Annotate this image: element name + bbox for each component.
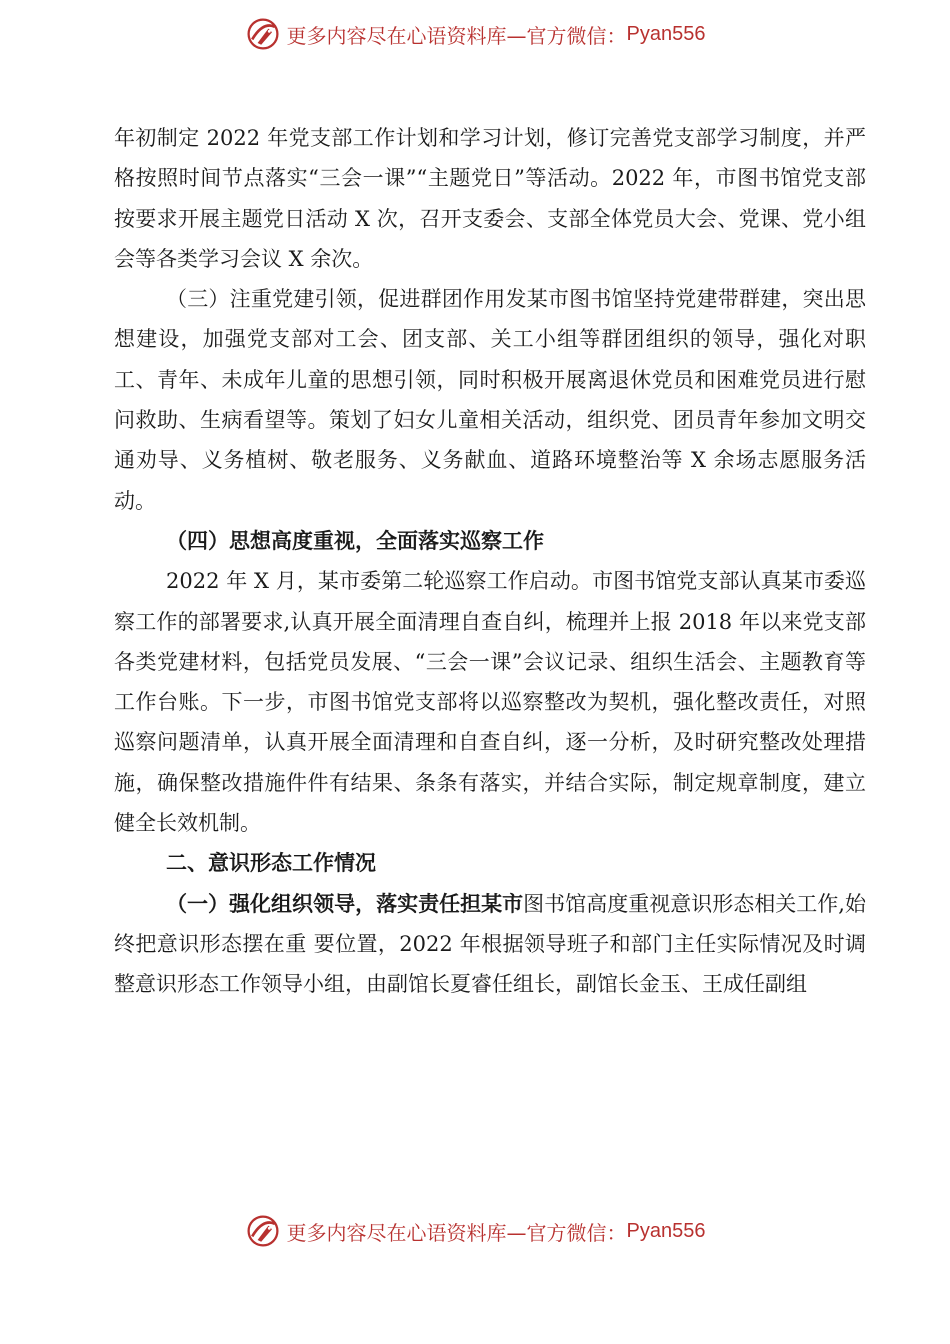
banner-text: 更多内容尽在心语资料库—官方微信： [286,23,627,48]
header-watermark-banner [0,14,950,54]
paragraph-ideology-text: 图书馆高度重视意识形态相关工作,始终把意识形态摆在重 要位置，2022 年根据领导班子和部门主任实际情况及时调整意识形态工作领导小组，由副馆长夏睿任组长，副馆长金玉、王成任副组 [114,891,866,997]
pen-nib-swirl-logo-icon [245,1213,281,1249]
paragraph-ideology-lead-in: （一）强化组织领导，落实责任担某市 [166,890,524,916]
document-body [114,118,866,1005]
heading-inspection: （四）思想高度重视，全面落实巡察工作 [166,527,544,553]
footer-watermark-banner [0,1211,950,1251]
paragraph-party-building: （三）注重党建引领，促进群团作用发某市图书馆坚持党建带群建，突出思想建设，加强党支部对工会、团支部、关工小组等群团组织的领导，强化对职工、青年、未成年儿童的思想引领，同时积极开展离退休党员和困难党员进行慰问救助、生病看望等。策划了妇女儿童相关活动，组织党、团员青年参加文明交通劝导、义务植树、敬老服务、义务献血、道路环境整治等 X 余场志愿服务活动。 [114,287,866,513]
paragraph-inspection: 2022 年 X 月，某市委第二轮巡察工作启动。市图书馆党支部认真某市委巡察工作的部署要求,认真开展全面清理自查自纠，梳理并上报 2018 年以来党支部各类党建材料，包括党员发展、“三会一课”会议记录、组织生活会、主题教育等工作台账。下一步，市图书馆党支部将以巡察整改为契机，强化整改责任，对照巡察问题清单，认真开展全面清理和自查自纠，逐一分析，及时研究整改处理措施，确保整改措施件件有结果、条条有落实，并结合实际，制定规章制度，建立健全长效机制。 [114,569,866,836]
banner-wechat-id: Pyan556 [626,22,706,45]
paragraph-ideology-leadership [114,884,866,1005]
banner-wechat-id: Pyan556 [626,1219,706,1242]
banner-text: 更多内容尽在心语资料库—官方微信： [286,1220,627,1245]
heading-ideology: 二、意识形态工作情况 [166,850,376,876]
paragraph-party-plan: 年初制定 2022 年党支部工作计划和学习计划，修订完善党支部学习制度，并严格按照时间节点落实“三会一课”“主题党日”等活动。2022 年，市图书馆党支部按要求开展主题党日活动 X 次，召开支委会、支部全体党员大会、党课、党小组会等各类学习会议 X 余次。 [114,126,866,271]
pen-nib-swirl-logo-icon [245,16,281,52]
